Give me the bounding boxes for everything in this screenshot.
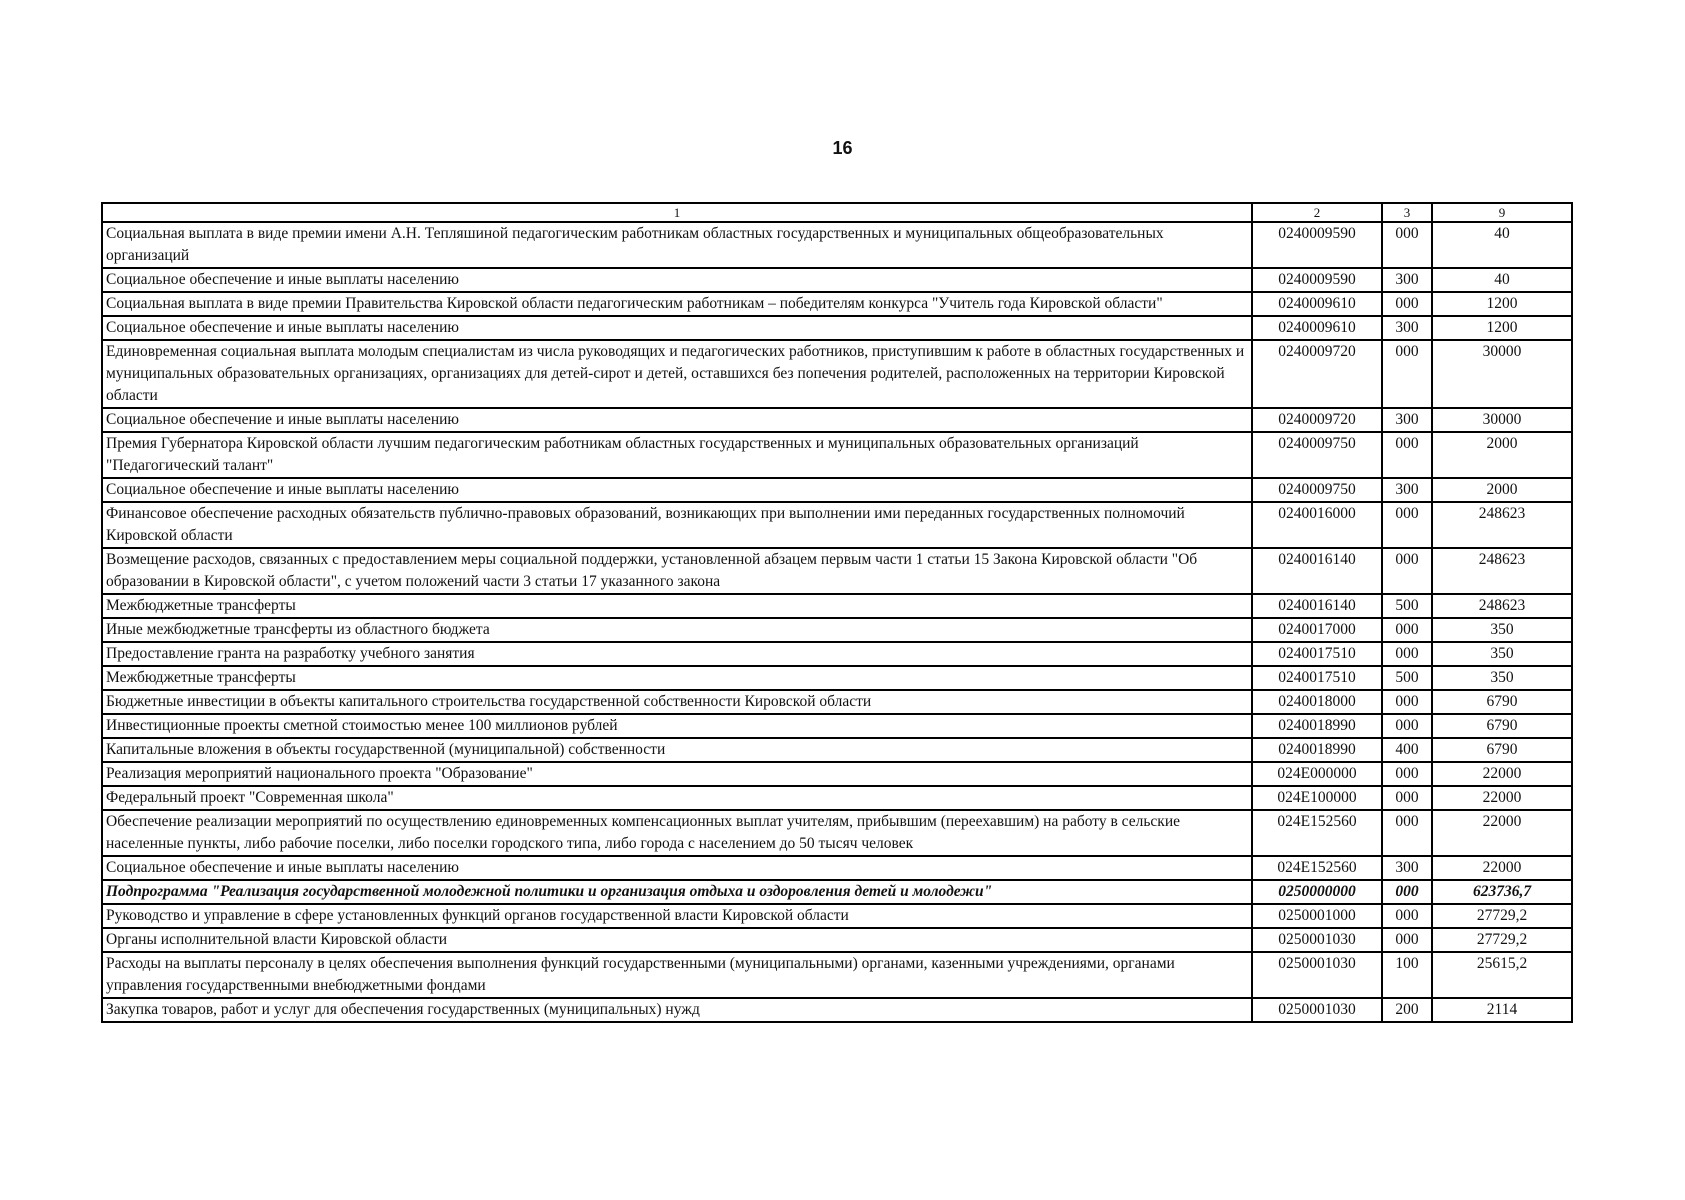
row-name-cell: Социальное обеспечение и иные выплаты населению xyxy=(102,408,1252,432)
row-sum-cell: 623736,7 xyxy=(1432,880,1572,904)
row-vr-cell: 000 xyxy=(1382,714,1432,738)
row-name-cell: Органы исполнительной власти Кировской области xyxy=(102,928,1252,952)
table-row xyxy=(102,618,1572,642)
table-row xyxy=(102,432,1572,478)
row-vr-cell: 100 xyxy=(1382,952,1432,998)
row-vr-cell: 400 xyxy=(1382,738,1432,762)
row-vr-cell: 300 xyxy=(1382,478,1432,502)
row-vr-cell: 000 xyxy=(1382,928,1432,952)
row-csr-cell: 0250001000 xyxy=(1252,904,1382,928)
row-csr-cell: 0240017000 xyxy=(1252,618,1382,642)
row-name-cell: Социальная выплата в виде премии имени А.Н. Тепляшиной педагогическим работникам областных государственных и муниципальных общеобразовательных организаций xyxy=(102,222,1252,268)
row-csr-cell: 0240018000 xyxy=(1252,690,1382,714)
row-name-cell: Предоставление гранта на разработку учебного занятия xyxy=(102,642,1252,666)
row-name-cell: Социальное обеспечение и иные выплаты населению xyxy=(102,478,1252,502)
row-csr-cell: 0250001030 xyxy=(1252,928,1382,952)
table-row xyxy=(102,408,1572,432)
row-name-cell: Возмещение расходов, связанных с предоставлением меры социальной поддержки, установленной абзацем первым части 1 статьи 15 Закона Кировской области "Об образовании в Кировской области", с учетом положений части 3 статьи 17 указанного закона xyxy=(102,548,1252,594)
table-row xyxy=(102,642,1572,666)
row-sum-cell: 22000 xyxy=(1432,810,1572,856)
row-name-cell: Реализация мероприятий национального проекта "Образование" xyxy=(102,762,1252,786)
row-sum-cell: 40 xyxy=(1432,268,1572,292)
row-name-cell: Руководство и управление в сфере установленных функций органов государственной власти Кировской области xyxy=(102,904,1252,928)
row-sum-cell: 30000 xyxy=(1432,340,1572,408)
row-name-cell: Подпрограмма "Реализация государственной молодежной политики и организация отдыха и оздоровления детей и молодежи" xyxy=(102,880,1252,904)
table-row xyxy=(102,222,1572,268)
row-sum-cell: 22000 xyxy=(1432,856,1572,880)
table-row xyxy=(102,762,1572,786)
row-sum-cell: 248623 xyxy=(1432,502,1572,548)
row-sum-cell: 27729,2 xyxy=(1432,928,1572,952)
page-number: 16 xyxy=(832,138,853,158)
row-csr-cell: 0240017510 xyxy=(1252,642,1382,666)
row-sum-cell: 1200 xyxy=(1432,316,1572,340)
row-vr-cell: 300 xyxy=(1382,856,1432,880)
row-csr-cell: 024E152560 xyxy=(1252,856,1382,880)
row-sum-cell: 350 xyxy=(1432,642,1572,666)
table-row xyxy=(102,316,1572,340)
table-row xyxy=(102,268,1572,292)
row-vr-cell: 000 xyxy=(1382,432,1432,478)
row-vr-cell: 300 xyxy=(1382,268,1432,292)
row-name-cell: Социальное обеспечение и иные выплаты населению xyxy=(102,316,1252,340)
row-csr-cell: 0250000000 xyxy=(1252,880,1382,904)
row-name-cell: Федеральный проект "Современная школа" xyxy=(102,786,1252,810)
row-csr-cell: 0240009590 xyxy=(1252,222,1382,268)
row-vr-cell: 000 xyxy=(1382,786,1432,810)
row-vr-cell: 000 xyxy=(1382,690,1432,714)
row-name-cell: Расходы на выплаты персоналу в целях обеспечения выполнения функций государственными (муниципальными) органами, казенными учреждениями, органами управления государственными внебюджетными фондами xyxy=(102,952,1252,998)
row-csr-cell: 0240009720 xyxy=(1252,340,1382,408)
row-sum-cell: 6790 xyxy=(1432,690,1572,714)
row-sum-cell: 27729,2 xyxy=(1432,904,1572,928)
row-name-cell: Иные межбюджетные трансферты из областного бюджета xyxy=(102,618,1252,642)
row-sum-cell: 350 xyxy=(1432,618,1572,642)
row-vr-cell: 300 xyxy=(1382,408,1432,432)
table-row xyxy=(102,810,1572,856)
row-csr-cell: 0240016140 xyxy=(1252,548,1382,594)
table-row xyxy=(102,952,1572,998)
row-sum-cell: 2114 xyxy=(1432,998,1572,1022)
row-name-cell: Социальное обеспечение и иные выплаты населению xyxy=(102,856,1252,880)
table-row xyxy=(102,548,1572,594)
table-header-row xyxy=(102,203,1572,222)
header-col-name: 1 xyxy=(102,203,1252,222)
table-row xyxy=(102,478,1572,502)
row-name-cell: Финансовое обеспечение расходных обязательств публично-правовых образований, возникающих при выполнении ими переданных государственных полномочий Кировской области xyxy=(102,502,1252,548)
row-csr-cell: 0240017510 xyxy=(1252,666,1382,690)
row-sum-cell: 1200 xyxy=(1432,292,1572,316)
table-row xyxy=(102,594,1572,618)
row-sum-cell: 22000 xyxy=(1432,762,1572,786)
row-vr-cell: 200 xyxy=(1382,998,1432,1022)
row-csr-cell: 024E000000 xyxy=(1252,762,1382,786)
row-name-cell: Капитальные вложения в объекты государственной (муниципальной) собственности xyxy=(102,738,1252,762)
row-csr-cell: 0240009750 xyxy=(1252,478,1382,502)
table-row xyxy=(102,340,1572,408)
row-csr-cell: 0240016140 xyxy=(1252,594,1382,618)
row-sum-cell: 2000 xyxy=(1432,432,1572,478)
header-col-csr: 2 xyxy=(1252,203,1382,222)
table-row xyxy=(102,738,1572,762)
row-sum-cell: 22000 xyxy=(1432,786,1572,810)
table-row xyxy=(102,690,1572,714)
table-row xyxy=(102,502,1572,548)
row-sum-cell: 2000 xyxy=(1432,478,1572,502)
row-sum-cell: 350 xyxy=(1432,666,1572,690)
table-row xyxy=(102,714,1572,738)
table-row xyxy=(102,666,1572,690)
table-row xyxy=(102,928,1572,952)
row-csr-cell: 024E152560 xyxy=(1252,810,1382,856)
row-name-cell: Межбюджетные трансферты xyxy=(102,666,1252,690)
table-body xyxy=(102,222,1572,1022)
row-csr-cell: 0240009750 xyxy=(1252,432,1382,478)
table-row xyxy=(102,880,1572,904)
row-name-cell: Единовременная социальная выплата молодым специалистам из числа руководящих и педагогических работников, приступившим к работе в областных государственных и муниципальных образовательных организациях, организациях для детей-сирот и детей, оставшихся без попечения родителей, расположенных на территории Кировской области xyxy=(102,340,1252,408)
row-name-cell: Закупка товаров, работ и услуг для обеспечения государственных (муниципальных) нужд xyxy=(102,998,1252,1022)
row-vr-cell: 000 xyxy=(1382,642,1432,666)
row-csr-cell: 0240018990 xyxy=(1252,738,1382,762)
table-row xyxy=(102,292,1572,316)
row-sum-cell: 25615,2 xyxy=(1432,952,1572,998)
row-vr-cell: 000 xyxy=(1382,292,1432,316)
row-vr-cell: 000 xyxy=(1382,618,1432,642)
row-csr-cell: 0240009590 xyxy=(1252,268,1382,292)
row-csr-cell: 0250001030 xyxy=(1252,998,1382,1022)
row-name-cell: Межбюджетные трансферты xyxy=(102,594,1252,618)
row-vr-cell: 300 xyxy=(1382,316,1432,340)
row-sum-cell: 248623 xyxy=(1432,548,1572,594)
table-row xyxy=(102,786,1572,810)
row-vr-cell: 000 xyxy=(1382,904,1432,928)
row-csr-cell: 0240009610 xyxy=(1252,316,1382,340)
row-name-cell: Социальное обеспечение и иные выплаты населению xyxy=(102,268,1252,292)
table-row xyxy=(102,856,1572,880)
header-col-vr: 3 xyxy=(1382,203,1432,222)
row-sum-cell: 40 xyxy=(1432,222,1572,268)
row-csr-cell: 0250001030 xyxy=(1252,952,1382,998)
row-name-cell: Социальная выплата в виде премии Правительства Кировской области педагогическим работникам – победителям конкурса "Учитель года Кировской области" xyxy=(102,292,1252,316)
row-csr-cell: 0240009720 xyxy=(1252,408,1382,432)
row-vr-cell: 500 xyxy=(1382,594,1432,618)
header-col-sum: 9 xyxy=(1432,203,1572,222)
row-vr-cell: 000 xyxy=(1382,222,1432,268)
row-vr-cell: 000 xyxy=(1382,880,1432,904)
row-vr-cell: 000 xyxy=(1382,762,1432,786)
row-name-cell: Инвестиционные проекты сметной стоимостью менее 100 миллионов рублей xyxy=(102,714,1252,738)
row-csr-cell: 0240018990 xyxy=(1252,714,1382,738)
budget-table xyxy=(101,202,1573,1023)
row-sum-cell: 6790 xyxy=(1432,714,1572,738)
table-row xyxy=(102,904,1572,928)
row-sum-cell: 6790 xyxy=(1432,738,1572,762)
row-vr-cell: 000 xyxy=(1382,810,1432,856)
row-csr-cell: 0240009610 xyxy=(1252,292,1382,316)
row-name-cell: Бюджетные инвестиции в объекты капитального строительства государственной собственности Кировской области xyxy=(102,690,1252,714)
row-csr-cell: 0240016000 xyxy=(1252,502,1382,548)
row-vr-cell: 500 xyxy=(1382,666,1432,690)
row-csr-cell: 024E100000 xyxy=(1252,786,1382,810)
row-name-cell: Обеспечение реализации мероприятий по осуществлению единовременных компенсационных выплат учителям, прибывшим (переехавшим) на работу в сельские населенные пункты, либо рабочие поселки, либо поселки городского типа, либо города с населением до 50 тысяч человек xyxy=(102,810,1252,856)
row-name-cell: Премия Губернатора Кировской области лучшим педагогическим работникам областных государственных и муниципальных образовательных организаций "Педагогический талант" xyxy=(102,432,1252,478)
row-sum-cell: 248623 xyxy=(1432,594,1572,618)
table-row xyxy=(102,998,1572,1022)
row-sum-cell: 30000 xyxy=(1432,408,1572,432)
row-vr-cell: 000 xyxy=(1382,340,1432,408)
row-vr-cell: 000 xyxy=(1382,502,1432,548)
row-vr-cell: 000 xyxy=(1382,548,1432,594)
